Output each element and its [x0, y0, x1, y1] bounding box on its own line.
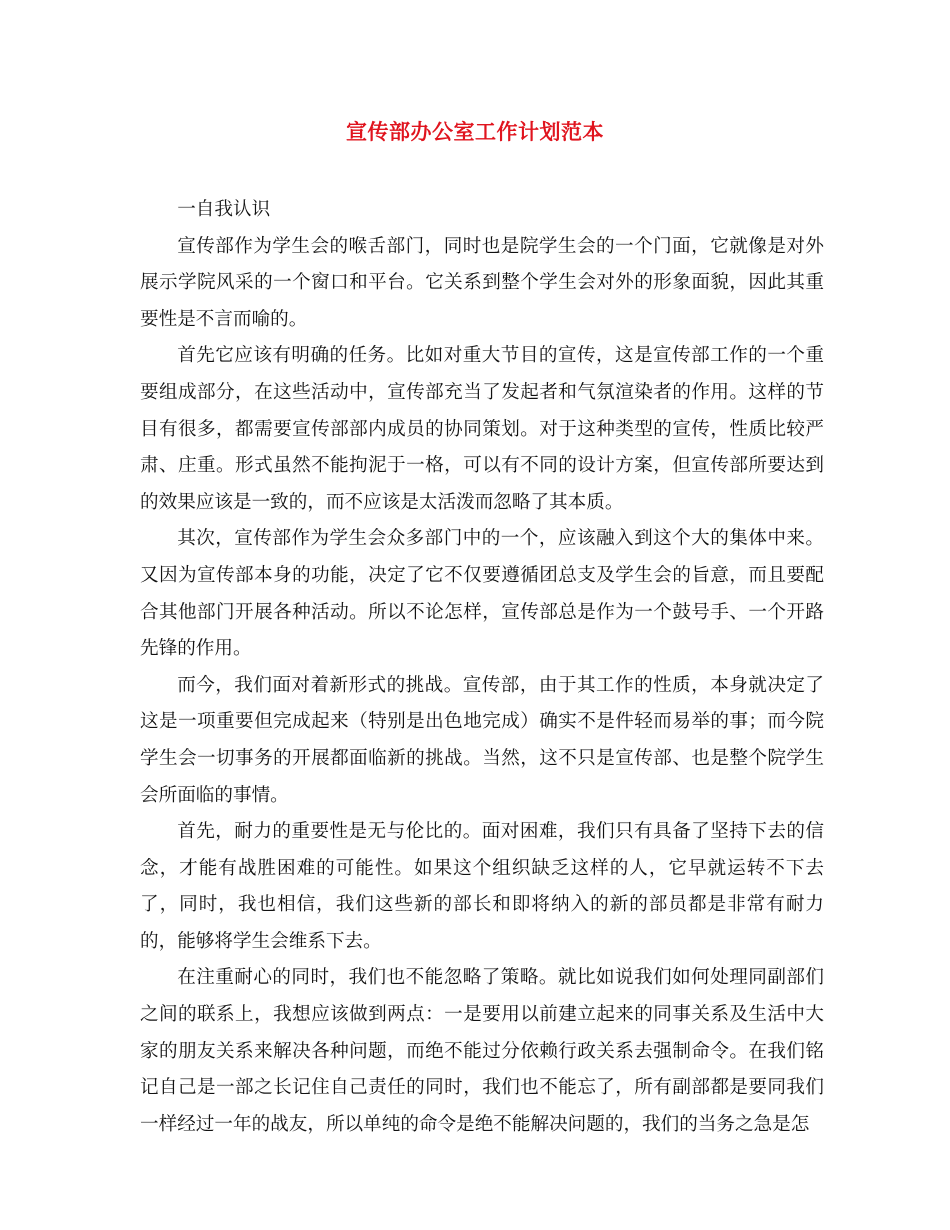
paragraph: 首先它应该有明确的任务。比如对重大节目的宣传，这是宣传部工作的一个重要组成部分，在这些活动中，宣传部充当了发起者和气氛渲染者的作用。这样的节目有很多，都需要宣传部部内成员的协同策划。对于这种类型的宣传，性质比较严肃、庄重。形式虽然不能拘泥于一格，可以有不同的设计方案，但宣传部所要达到的效果应该是一致的，而不应该是太活泼而忽略了其本质。	[140, 345, 824, 513]
paragraph: 首先，耐力的重要性是无与伦比的。面对困难，我们只有具备了坚持下去的信念，才能有战胜困难的可能性。如果这个组织缺乏这样的人，它早就运转不下去了，同时，我也相信，我们这些新的部长和即将纳入的新的部员都是非常有耐力的，能够将学生会维系下去。	[140, 821, 824, 952]
paragraph: 其次，宣传部作为学生会众多部门中的一个，应该融入到这个大的集体中来。又因为宣传部本身的功能，决定了它不仅要遵循团总支及学生会的旨意，而且要配合其他部门开展各种活动。所以不论怎样，宣传部总是作为一个鼓号手、一个开路先锋的作用。	[140, 528, 824, 660]
document-body	[140, 192, 824, 1143]
section-heading: 一自我认识	[177, 199, 271, 220]
paragraph: 在注重耐心的同时，我们也不能忽略了策略。就比如说我们如何处理同副部们之间的联系上，我想应该做到两点：一是要用以前建立起来的同事关系及生活中大家的朋友关系来解决各种问题，而绝不能过分依赖行政关系去强制命令。在我们铭记自己是一部之长记住自己责任的同时，我们也不能忘了，所有副部都是要同我们一样经过一年的战友，所以单纯的命令是绝不能解决问题的，我们的当务之急是怎	[140, 967, 824, 1135]
paragraph: 宣传部作为学生会的喉舌部门，同时也是院学生会的一个门面，它就像是对外展示学院风采的一个窗口和平台。它关系到整个学生会对外的形象面貌，因此其重要性是不言而喻的。	[140, 235, 824, 330]
document-title: 宣传部办公室工作计划范本	[346, 120, 604, 144]
paragraph: 而今，我们面对着新形式的挑战。宣传部，由于其工作的性质，本身就决定了这是一项重要但完成起来（特别是出色地完成）确实不是件轻而易举的事；而今院学生会一切事务的开展都面临新的挑战。当然，这不只是宣传部、也是整个院学生会所面临的事情。	[140, 674, 824, 806]
